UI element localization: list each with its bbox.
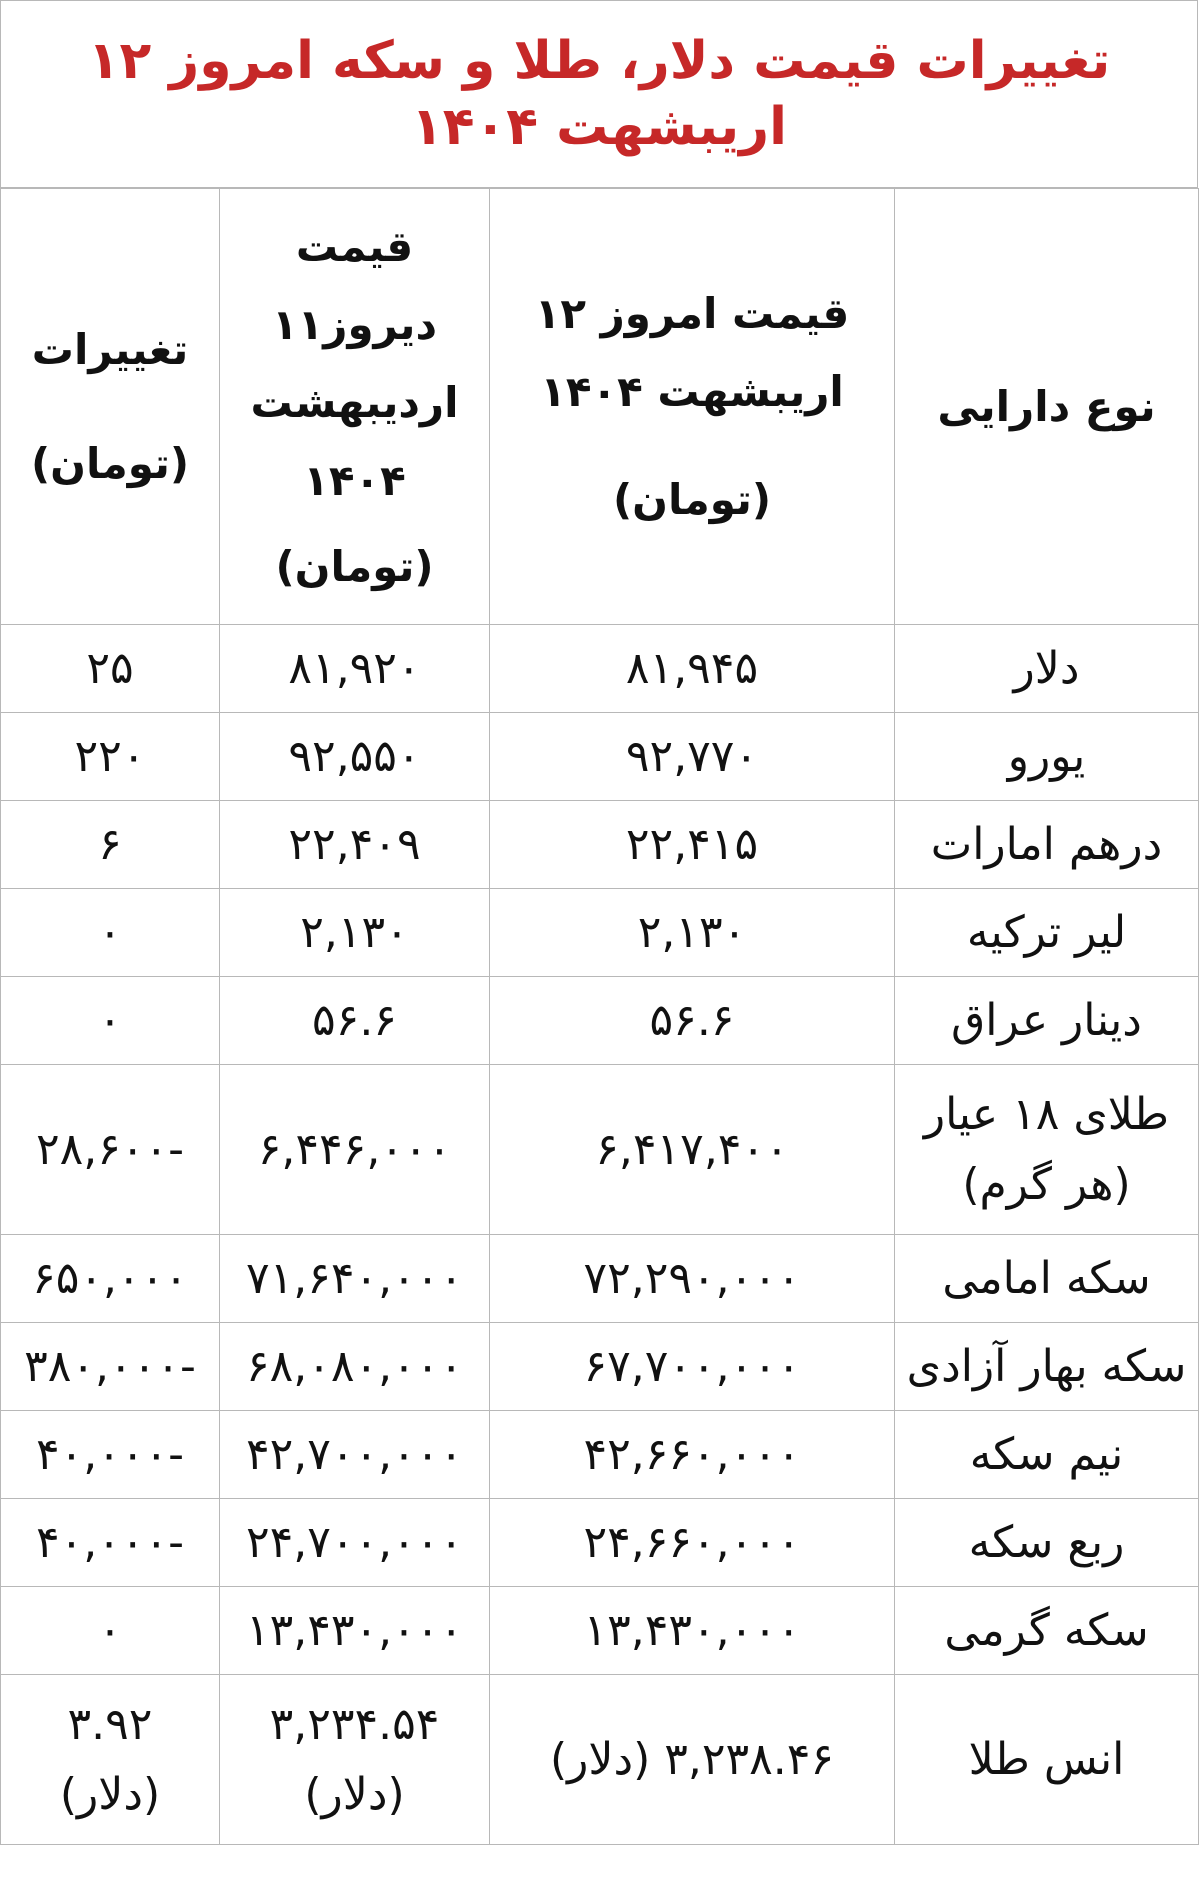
table-row (1, 801, 1199, 889)
cell-change (1, 1587, 220, 1675)
cell-today (490, 1235, 895, 1323)
price-today: ۳,۲۳۸.۴۶ (دلار) (549, 1734, 835, 1785)
price-change: ۲۲۰ (74, 731, 146, 782)
asset-name: لیر ترکیه (966, 907, 1127, 958)
cell-change (1, 1675, 220, 1845)
cell-today (490, 1411, 895, 1499)
cell-asset (895, 1675, 1199, 1845)
price-change: ۲۵ (86, 643, 134, 694)
header-yesterday-line1: قیمت دیروز۱۱ (271, 221, 438, 349)
asset-name: دلار (1013, 643, 1080, 694)
cell-change (1, 1411, 220, 1499)
cell-asset (895, 1411, 1199, 1499)
cell-asset (895, 1587, 1199, 1675)
header-change-line1: تغییرات (31, 324, 189, 374)
cell-yesterday (220, 625, 490, 713)
price-yesterday-unit: (دلار) (304, 1768, 405, 1820)
cell-today (490, 713, 895, 801)
asset-name: یورو (1007, 731, 1086, 782)
price-yesterday: ۶۸,۰۸۰,۰۰۰ (245, 1341, 464, 1392)
price-today: ۲۴,۶۶۰,۰۰۰ (583, 1517, 801, 1568)
cell-change (1, 713, 220, 801)
price-change: ۴۰,۰۰۰- (35, 1517, 185, 1568)
cell-asset (895, 889, 1199, 977)
header-yesterday-unit: (تومان) (275, 541, 434, 591)
cell-today (490, 801, 895, 889)
price-today: ۱۳,۴۳۰,۰۰۰ (583, 1605, 801, 1656)
header-change (1, 189, 220, 625)
price-change: ۶۵۰,۰۰۰ (32, 1253, 188, 1304)
cell-yesterday (220, 889, 490, 977)
header-yesterday (220, 189, 490, 625)
table-row (1, 1323, 1199, 1411)
price-today: ۶۷,۷۰۰,۰۰۰ (583, 1341, 801, 1392)
price-change-unit: (دلار) (59, 1768, 161, 1820)
asset-name: سکه بهار آزادی (906, 1341, 1187, 1392)
cell-yesterday (220, 1235, 490, 1323)
asset-name: ربع سکه (968, 1517, 1125, 1568)
cell-change (1, 801, 220, 889)
table-row (1, 1675, 1199, 1845)
price-change: ۶ (98, 819, 122, 870)
asset-name: طلای ۱۸ عیار (923, 1088, 1170, 1140)
cell-today (490, 1065, 895, 1235)
price-today: ۲۲,۴۱۵ (625, 819, 759, 870)
cell-asset (895, 625, 1199, 713)
page-title: تغییرات قیمت دلار، طلا و سکه امروز ۱۲ اریبشهت ۱۴۰۴ (87, 31, 1111, 157)
price-yesterday: ۵۶.۶ (312, 995, 397, 1046)
price-today: ۲,۱۳۰ (637, 907, 747, 958)
table-body (1, 625, 1199, 1845)
table-row (1, 1587, 1199, 1675)
cell-yesterday (220, 1323, 490, 1411)
price-change: ۳۸۰,۰۰۰- (24, 1341, 196, 1392)
price-table (0, 188, 1199, 1845)
asset-name: انس طلا (968, 1734, 1125, 1785)
price-yesterday: ۲۴,۷۰۰,۰۰۰ (245, 1517, 464, 1568)
table-row (1, 625, 1199, 713)
cell-yesterday (220, 1587, 490, 1675)
header-today (490, 189, 895, 625)
price-yesterday: ۳,۲۳۴.۵۴ (269, 1698, 440, 1750)
price-today: ۵۶.۶ (649, 995, 735, 1046)
cell-today (490, 1675, 895, 1845)
price-yesterday: ۹۲,۵۵۰ (288, 731, 421, 782)
price-today: ۸۱,۹۴۵ (625, 643, 759, 694)
table-row (1, 1235, 1199, 1323)
price-today: ۹۲,۷۷۰ (625, 731, 759, 782)
cell-change (1, 1235, 220, 1323)
cell-change (1, 1323, 220, 1411)
price-yesterday: ۶,۴۴۶,۰۰۰ (257, 1124, 452, 1175)
price-yesterday: ۴۲,۷۰۰,۰۰۰ (245, 1429, 464, 1480)
price-today: ۴۲,۶۶۰,۰۰۰ (583, 1429, 801, 1480)
price-change: ۳.۹۲ (67, 1698, 153, 1750)
cell-yesterday (220, 1411, 490, 1499)
price-yesterday: ۸۱,۹۲۰ (288, 643, 421, 694)
cell-yesterday (220, 977, 490, 1065)
header-yesterday-line2: اردیبهشت (250, 377, 459, 427)
price-change: ۰ (98, 1605, 122, 1656)
cell-change (1, 889, 220, 977)
table-row (1, 977, 1199, 1065)
price-yesterday: ۲,۱۳۰ (300, 907, 409, 958)
asset-name: درهم امارات (930, 819, 1163, 870)
header-asset-label: نوع دارایی (937, 381, 1156, 431)
header-today-unit: (تومان) (612, 474, 772, 524)
price-change: ۰ (98, 907, 122, 958)
asset-name: نیم سکه (969, 1429, 1124, 1480)
price-today: ۷۲,۲۹۰,۰۰۰ (583, 1253, 801, 1304)
price-change: ۴۰,۰۰۰- (35, 1429, 185, 1480)
header-today-line2: اریبشهت ۱۴۰۴ (540, 366, 844, 416)
cell-yesterday (220, 1675, 490, 1845)
price-change: ۲۸,۶۰۰- (35, 1124, 185, 1175)
price-today: ۶,۴۱۷,۴۰۰ (595, 1124, 789, 1175)
cell-asset (895, 713, 1199, 801)
asset-name: سکه امامی (942, 1253, 1151, 1304)
cell-asset (895, 801, 1199, 889)
cell-change (1, 1065, 220, 1235)
header-yesterday-line3: ۱۴۰۴ (303, 455, 406, 505)
cell-today (490, 1499, 895, 1587)
cell-asset (895, 1499, 1199, 1587)
header-today-line1: قیمت امروز ۱۲ (534, 288, 850, 338)
price-yesterday: ۷۱,۶۴۰,۰۰۰ (245, 1253, 464, 1304)
cell-today (490, 1587, 895, 1675)
cell-today (490, 625, 895, 713)
cell-asset (895, 1323, 1199, 1411)
table-row (1, 1411, 1199, 1499)
cell-change (1, 625, 220, 713)
header-asset (895, 189, 1199, 625)
asset-unit: (هر گرم) (962, 1158, 1131, 1210)
cell-today (490, 977, 895, 1065)
cell-asset (895, 1235, 1199, 1323)
price-yesterday: ۱۳,۴۳۰,۰۰۰ (245, 1605, 464, 1656)
cell-yesterday (220, 801, 490, 889)
title-box (0, 0, 1198, 188)
table-row (1, 889, 1199, 977)
cell-today (490, 1323, 895, 1411)
asset-name: دینار عراق (951, 995, 1142, 1046)
cell-asset (895, 1065, 1199, 1235)
cell-today (490, 889, 895, 977)
asset-name: سکه گرمی (944, 1605, 1149, 1656)
cell-yesterday (220, 1499, 490, 1587)
table-row (1, 1499, 1199, 1587)
cell-yesterday (220, 1065, 490, 1235)
price-change: ۰ (98, 995, 122, 1046)
table-header-row (1, 189, 1199, 625)
cell-change (1, 1499, 220, 1587)
price-yesterday: ۲۲,۴۰۹ (288, 819, 421, 870)
header-change-unit: (تومان) (30, 438, 190, 488)
cell-asset (895, 977, 1199, 1065)
cell-change (1, 977, 220, 1065)
cell-yesterday (220, 713, 490, 801)
table-row (1, 713, 1199, 801)
table-row (1, 1065, 1199, 1235)
